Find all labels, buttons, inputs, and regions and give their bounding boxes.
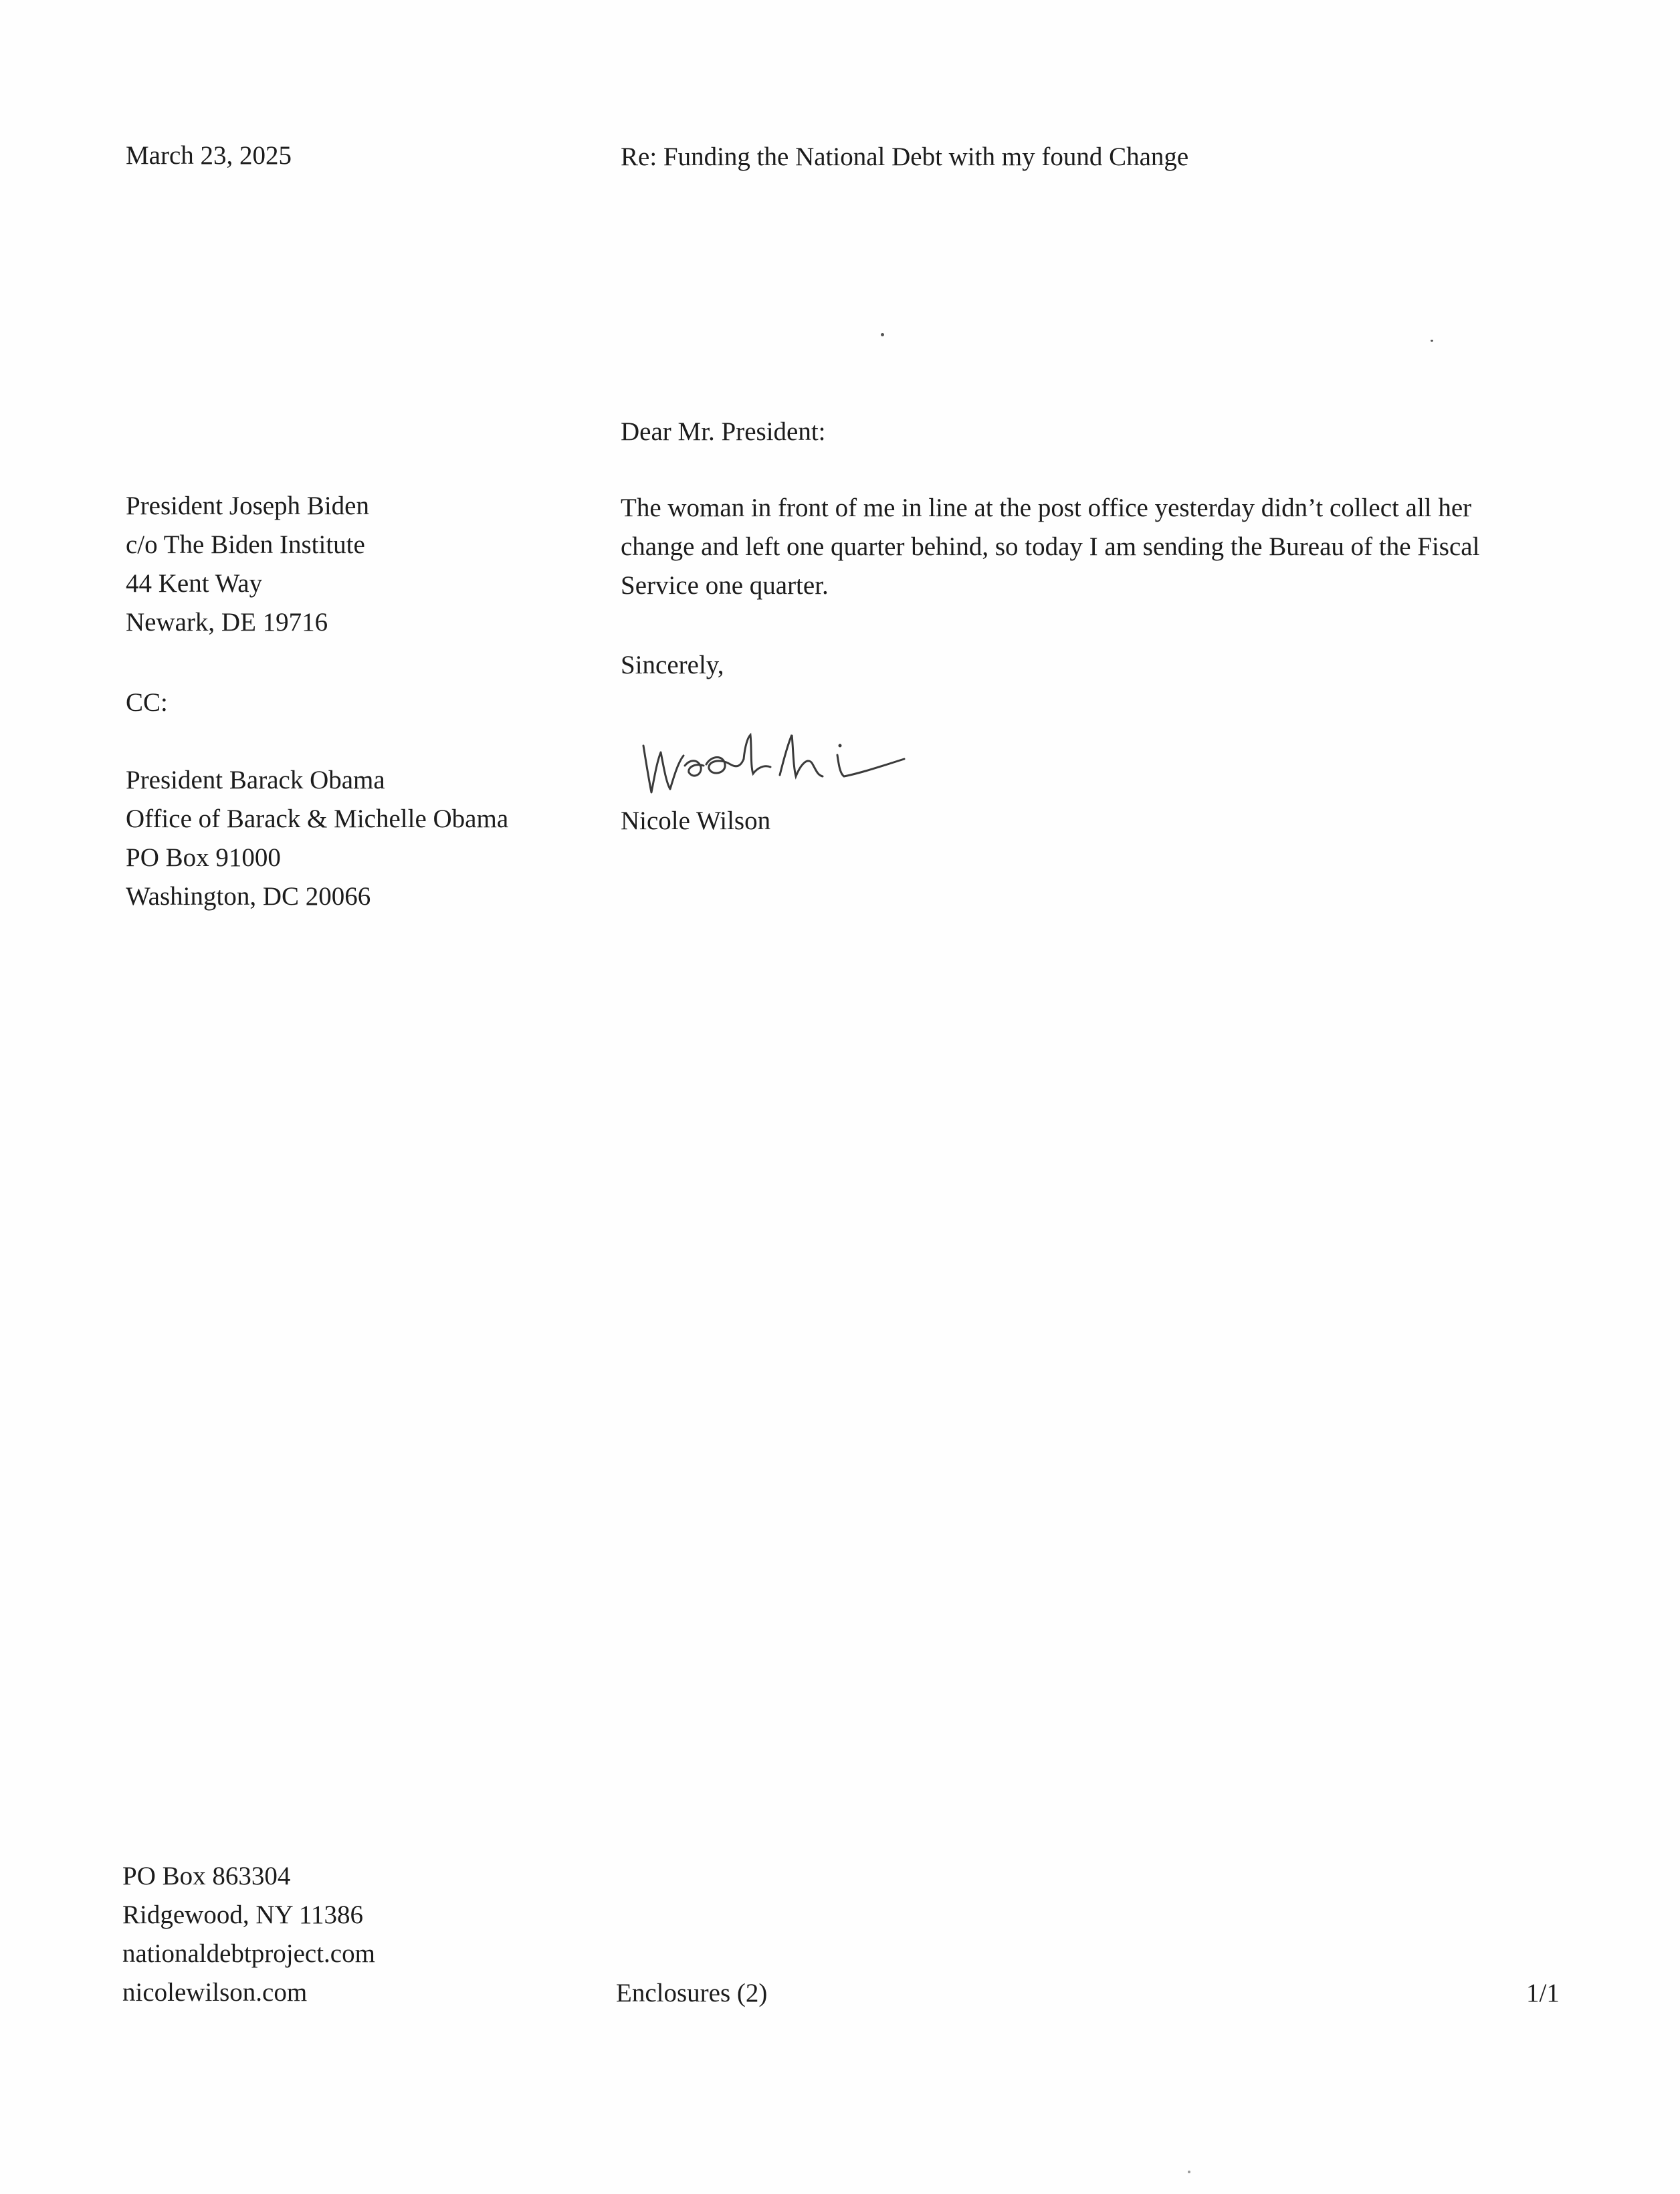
enclosures-note: Enclosures (2)	[616, 1979, 768, 2007]
cc-address	[126, 761, 508, 916]
cc-line: Washington, DC 20066	[126, 882, 371, 911]
cc-label: CC:	[126, 688, 168, 717]
scan-speck	[881, 333, 884, 336]
recipient-address	[126, 487, 369, 642]
body-line: change and left one quarter behind, so today I am sending the Bureau of the Fiscal	[621, 532, 1480, 561]
letter-date: March 23, 2025	[126, 141, 292, 170]
recipient-line: c/o The Biden Institute	[126, 530, 365, 559]
letter-body	[621, 489, 1479, 605]
sender-line: Ridgewood, NY 11386	[122, 1900, 364, 1929]
closing: Sincerely,	[621, 651, 724, 679]
scan-speck	[1188, 2171, 1190, 2173]
letter-subject: Re: Funding the National Debt with my found Change	[621, 142, 1189, 171]
body-line: Service one quarter.	[621, 571, 829, 600]
body-line: The woman in front of me in line at the post office yesterday didn’t collect all her	[621, 493, 1472, 522]
sender-address	[122, 1857, 375, 2012]
sender-line: nationaldebtproject.com	[122, 1939, 375, 1968]
salutation: Dear Mr. President:	[621, 417, 826, 446]
cc-line: Office of Barack & Michelle Obama	[126, 804, 509, 833]
handwritten-signature	[637, 726, 944, 799]
page-number: 1/1	[1526, 1979, 1560, 2007]
recipient-line: 44 Kent Way	[126, 569, 263, 598]
recipient-line: President Joseph Biden	[126, 491, 369, 520]
scan-speck	[1431, 340, 1433, 342]
cc-line: PO Box 91000	[126, 843, 281, 872]
recipient-line: Newark, DE 19716	[126, 608, 328, 637]
signer-name: Nicole Wilson	[621, 806, 771, 835]
sender-line: PO Box 863304	[122, 1862, 291, 1890]
sender-line: nicolewilson.com	[122, 1978, 308, 2007]
cc-line: President Barack Obama	[126, 766, 385, 794]
